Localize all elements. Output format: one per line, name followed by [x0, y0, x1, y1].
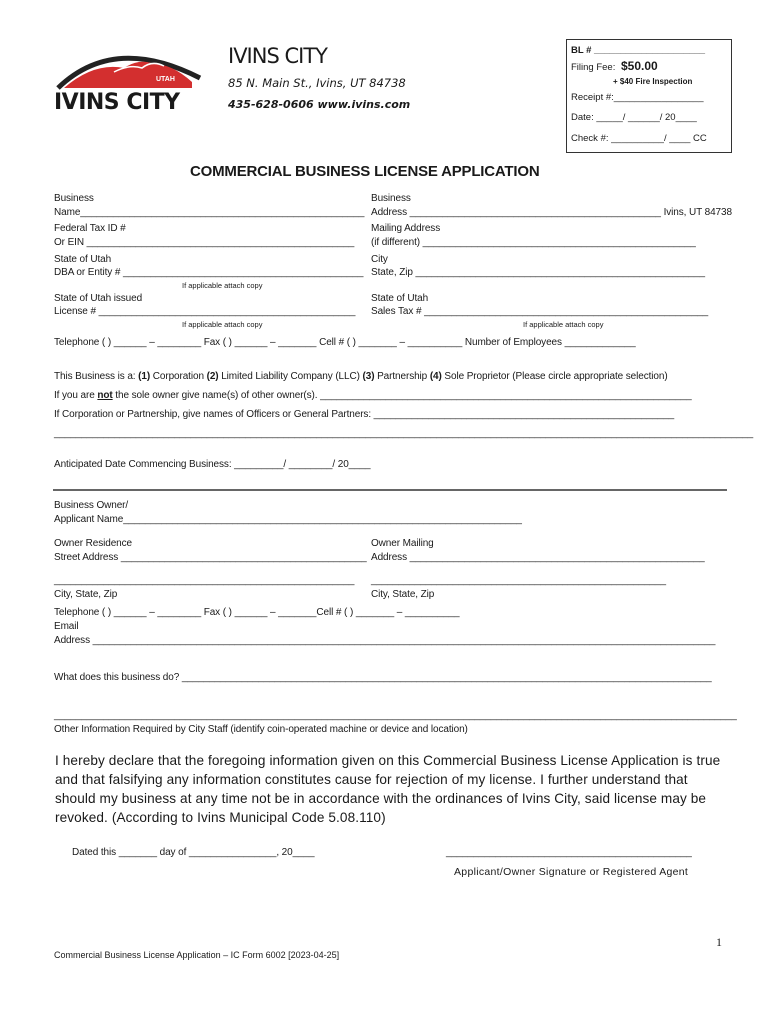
other-info-label: Other Information Required by City Staff (identify coin-operated machine or device and location) [54, 724, 468, 735]
header-phone-web: 435-628-0606 www.ivins.com [228, 98, 411, 111]
check-number-field[interactable]: Check #: __________/ ____ CC [571, 133, 707, 144]
declaration-text: I hereby declare that the foregoing information given on this Commercial Business License Application is true and that falsifying any information constitutes cause for rejection of my license. I further understand that should my business at any time not be in accordance with the ordinances of Ivins City, said license may be revoked. (According to Ivins Municipal Code 5.08.110) [55, 753, 721, 825]
state-license-field[interactable]: License # _______________________________________________ [54, 306, 356, 317]
anticipated-date-field[interactable]: Anticipated Date Commencing Business: _________/ ________/ 20____ [54, 459, 371, 470]
mailing-address-label: Mailing Address [371, 223, 441, 234]
sales-tax-field[interactable]: Sales Tax # ____________________________________________________ [371, 306, 709, 317]
dba-label: State of Utah [54, 254, 112, 265]
logo-city-text: IVINS CITY [54, 90, 180, 115]
sales-tax-label: State of Utah [371, 293, 429, 304]
officers-partners-field[interactable]: If Corporation or Partnership, give names of Officers or General Partners: _______________________________________________________ [54, 409, 675, 420]
mountain-arc-graphic [54, 42, 204, 92]
business-type-label: This Business is a: [54, 371, 139, 382]
header-address: 85 N. Main St., Ivins, UT 84738 [228, 76, 406, 90]
phone-fax-cell-employees-row[interactable]: Telephone ( ) ______ – ________ Fax ( ) ______ – _______ Cell # ( ) _______ – __________ Number of Employees _____________ [54, 337, 636, 348]
mailing-line-2[interactable]: ______________________________________________________ [371, 575, 666, 586]
owner-phone-row[interactable]: Telephone ( ) ______ – ________ Fax ( ) ______ – _______Cell # ( ) _______ – __________ [54, 607, 460, 618]
page-number: 1 [716, 935, 722, 949]
attach-copy-note-sales-tax: If applicable attach copy [523, 320, 604, 329]
filing-fee-value: $50.00 [621, 59, 658, 73]
owner-mailing-field[interactable]: Address ______________________________________________________ [371, 552, 705, 563]
owner-name-field[interactable]: Applicant Name_________________________________________________________________________ [54, 514, 522, 525]
fire-inspection-fee: + $40 Fire Inspection [613, 77, 693, 86]
state-license-label: State of Utah issued [54, 293, 143, 304]
business-name-label: Business [54, 193, 94, 204]
tax-id-label: Federal Tax ID # [54, 223, 126, 234]
ein-field[interactable]: Or EIN _________________________________________________ [54, 237, 355, 248]
dba-entity-field[interactable]: DBA or Entity # ____________________________________________ [54, 267, 364, 278]
city-state-zip-field[interactable]: State, Zip _____________________________________________________ [371, 267, 705, 278]
page-title: COMMERCIAL BUSINESS LICENSE APPLICATION [190, 163, 540, 180]
dated-field[interactable]: Dated this _______ day of ________________, 20____ [72, 847, 315, 858]
other-owners-row[interactable] [54, 390, 692, 401]
option-llc[interactable]: Limited Liability Company (LLC) [218, 371, 363, 382]
date-field[interactable]: Date: _____/ ______/ 20____ [571, 112, 697, 123]
other-info-line[interactable]: _____________________________________________________________________________________________________________________________ [54, 710, 737, 721]
other-owners-field[interactable]: the sole owner give name(s) of other owner(s). ____________________________________________________________________ [112, 390, 692, 401]
option-2-number[interactable]: (2) [206, 371, 219, 382]
logo-state-text: UTAH [156, 76, 175, 83]
business-address-field[interactable]: Address ______________________________________________ Ivins, UT 84738 [371, 207, 732, 218]
option-sole-proprietor[interactable]: Sole Proprietor (Please circle appropriate selection) [441, 371, 668, 382]
section-divider [53, 489, 727, 491]
mailing-address-field[interactable]: (if different) __________________________________________________ [371, 237, 696, 248]
attach-copy-note: If applicable attach copy [182, 281, 263, 290]
owner-mailing-label: Owner Mailing [371, 538, 434, 549]
not-emphasis: not [97, 390, 113, 401]
city-label: City [371, 254, 388, 265]
option-1-number[interactable]: (1) [138, 371, 151, 382]
owner-residence-label: Owner Residence [54, 538, 132, 549]
signature-line[interactable]: _____________________________________________ [446, 847, 692, 858]
business-description-field[interactable]: What does this business do? _________________________________________________________________________________________________ [54, 672, 712, 683]
bl-number-field[interactable]: BL # _____________________ [571, 45, 706, 56]
attach-copy-note-license: If applicable attach copy [182, 320, 263, 329]
email-address-field[interactable]: Address __________________________________________________________________________________________________________________ [54, 635, 716, 646]
officers-partners-extra-line[interactable]: ________________________________________________________________________________________________________________________________ [54, 428, 754, 439]
other-owners-label-a: If you are [54, 390, 98, 401]
residence-line-2[interactable]: _______________________________________________________ [54, 575, 355, 586]
email-label: Email [54, 621, 79, 632]
business-type-row[interactable] [54, 371, 668, 382]
receipt-number-field[interactable]: Receipt #:_________________ [571, 92, 704, 103]
form-id-footer: Commercial Business License Application – IC Form 6002 [2023-04-25] [54, 950, 340, 960]
business-name-field[interactable]: Name____________________________________________________ [54, 207, 365, 218]
mailing-city-state-zip-label: City, State, Zip [371, 589, 435, 600]
header-city-name: IVINS CITY [228, 44, 327, 68]
ivins-city-logo [54, 42, 204, 120]
owner-residence-field[interactable]: Street Address _____________________________________________ [54, 552, 367, 563]
residence-city-state-zip-label: City, State, Zip [54, 589, 118, 600]
office-use-box [566, 39, 732, 153]
filing-fee-label: Filing Fee: [571, 62, 616, 73]
option-4-number[interactable]: (4) [429, 371, 442, 382]
owner-name-label: Business Owner/ [54, 500, 129, 511]
business-address-label: Business [371, 193, 411, 204]
option-3-number[interactable]: (3) [362, 371, 375, 382]
option-partnership[interactable]: Partnership [374, 371, 430, 382]
option-corporation[interactable]: Corporation [150, 371, 207, 382]
signature-label: Applicant/Owner Signature or Registered Agent [454, 866, 689, 878]
